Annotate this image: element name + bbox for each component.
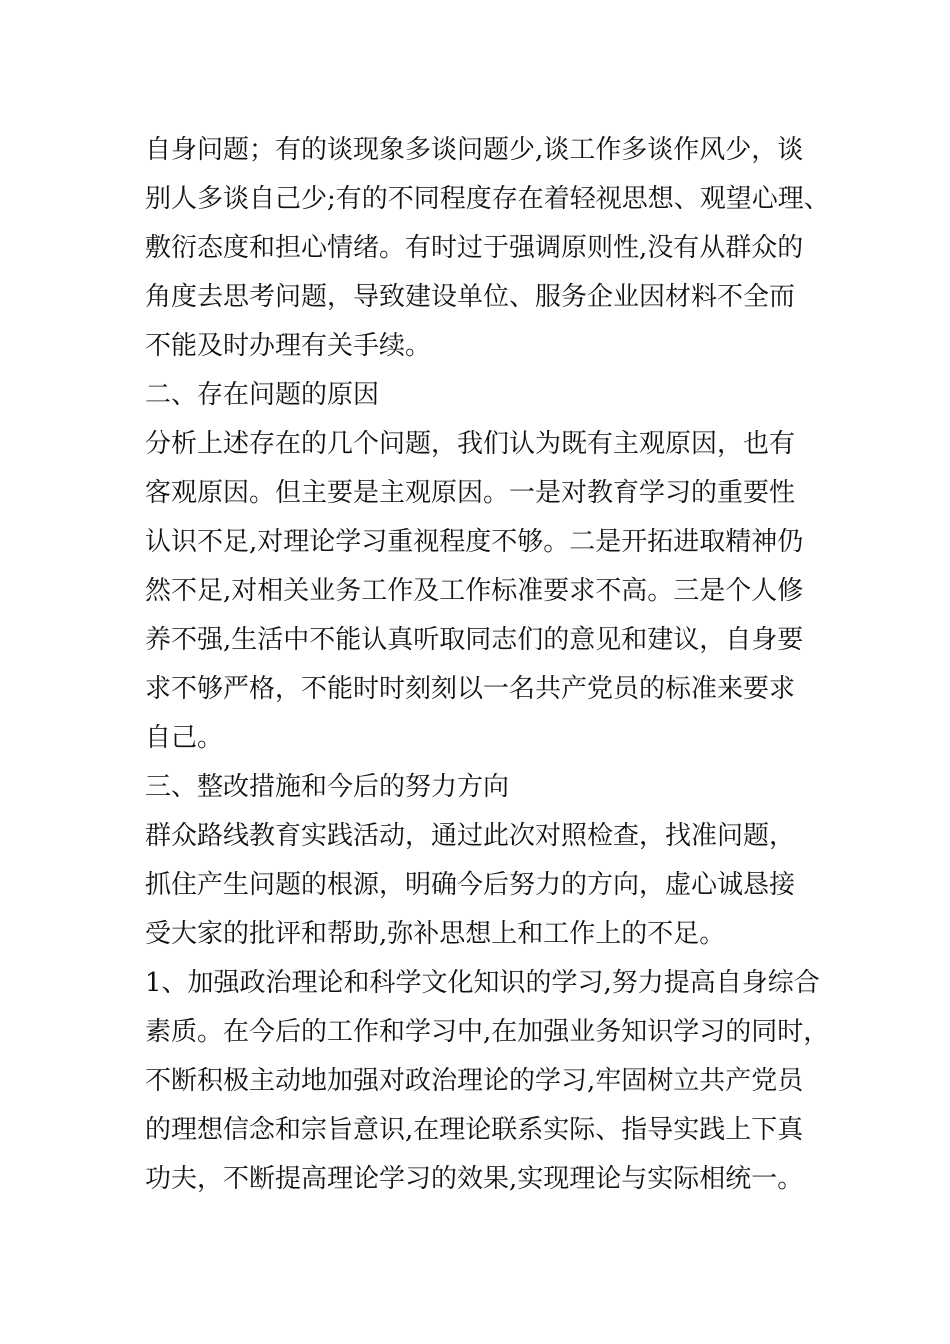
paragraph-line: 客观原因。但主要是主观原因。一是对教育学习的重要性 [145,478,796,508]
paragraph-line: 自身问题；有的谈现象多谈问题少,谈工作多谈作风少，谈 [145,135,804,165]
document-body [145,126,830,1204]
paragraph-line: 养不强,生活中不能认真听取同志们的意见和建议，自身要 [145,625,804,655]
paragraph-line: 群众路线教育实践活动，通过此次对照检查，找准问题， [145,821,796,851]
paragraph-line: 认识不足,对理论学习重视程度不够。二是开拓进取精神仍 [145,527,804,557]
section-heading-causes: 二、存在问题的原因 [145,380,380,410]
paragraph-line: 角度去思考问题，导致建设单位、服务企业因材料不全而 [145,282,796,312]
paragraph-line: 别人多谈自己少;有的不同程度存在着轻视思想、观望心理、 [145,184,830,214]
paragraph-line: 不断积极主动地加强对政治理论的学习,牢固树立共产党员 [145,1066,804,1096]
paragraph-line: 抓住产生问题的根源，明确今后努力的方向，虚心诚恳接 [145,870,796,900]
paragraph-line: 的理想信念和宗旨意识,在理论联系实际、指导实践上下真 [145,1115,804,1145]
paragraph-line: 自己。 [145,723,224,753]
paragraph-line: 功夫，不断提高理论学习的效果,实现理论与实际相统一。 [145,1164,804,1194]
paragraph-line: 素质。在今后的工作和学习中,在加强业务知识学习的同时， [145,1017,830,1047]
paragraph-line: 敷衍态度和担心情绪。有时过于强调原则性,没有从群众的 [145,233,804,263]
paragraph-line: 分析上述存在的几个问题，我们认为既有主观原因，也有 [145,429,796,459]
paragraph-line: 然不足,对相关业务工作及工作标准要求不高。三是个人修 [145,576,804,606]
paragraph-line: 受大家的批评和帮助,弥补思想上和工作上的不足。 [145,919,726,949]
list-item-line: 1、加强政治理论和科学文化知识的学习,努力提高自身综合 [145,968,820,998]
paragraph-line: 不能及时办理有关手续。 [145,331,432,361]
paragraph-line: 求不够严格，不能时时刻刻以一名共产党员的标准来要求 [145,674,796,704]
section-heading-measures: 三、整改措施和今后的努力方向 [145,772,510,802]
